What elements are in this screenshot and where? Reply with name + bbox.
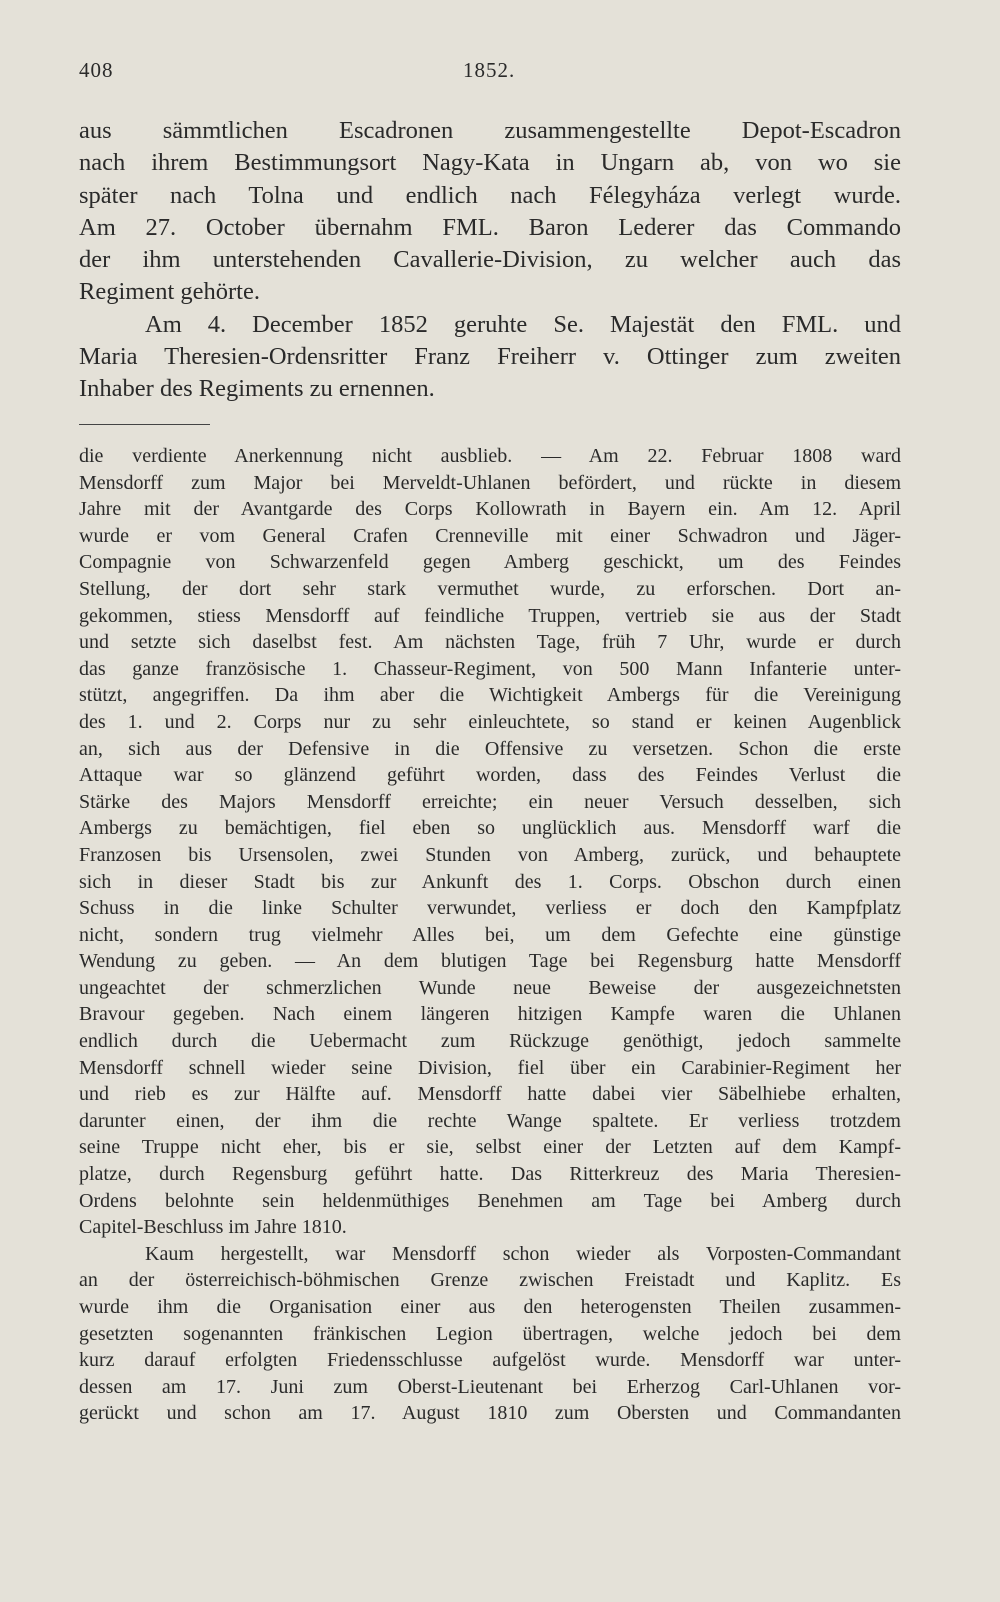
text-line: Regiment gehörte.	[79, 278, 260, 306]
text-line: Wendung zu geben. — An dem blutigen Tage bei Regensburg hatte Mensdorff	[79, 950, 901, 973]
text-line: Stellung, der dort sehr stark vermuthet wurde, zu erforschen. Dort an-	[79, 577, 901, 600]
footnote-paragraph	[79, 443, 901, 1241]
text-line: kurz darauf erfolgten Friedensschlusse aufgelöst wurde. Mensdorff war unter-	[79, 1349, 901, 1372]
text-line: an, sich aus der Defensive in die Offensive zu versetzen. Schon die erste	[79, 737, 901, 760]
footnote-separator	[79, 424, 210, 425]
text-line: Jahre mit der Avantgarde des Corps Kollowrath in Bayern ein. Am 12. April	[79, 498, 901, 521]
text-line: das ganze französische 1. Chasseur-Regiment, von 500 Mann Infanterie unter-	[79, 657, 901, 680]
text-line: nicht, sondern trug vielmehr Alles bei, um dem Gefechte eine günstige	[79, 923, 901, 946]
text-line: sich in dieser Stadt bis zur Ankunft des 1. Corps. Obschon durch einen	[79, 870, 901, 893]
text-line: Am 4. December 1852 geruhte Se. Majestät den FML. und	[145, 310, 901, 338]
text-line: des 1. und 2. Corps nur zu sehr einleuchtete, so stand er keinen Augenblick	[79, 710, 901, 733]
text-line: und rieb es zur Hälfte auf. Mensdorff hatte dabei vier Säbelhiebe erhalten,	[79, 1083, 901, 1106]
text-line: aus sämmtlichen Escadronen zusammengestellte Depot-Escadron	[79, 117, 901, 144]
page-number: 408	[79, 58, 114, 82]
main-text-paragraph	[79, 309, 901, 406]
text-line: dessen am 17. Juni zum Oberst-Lieutenant bei Erherzog Carl-Uhlanen vor-	[79, 1375, 901, 1398]
text-line: Inhaber des Regiments zu ernennen.	[79, 375, 435, 403]
text-line: platze, durch Regensburg geführt hatte. Das Ritterkreuz des Maria Theresien-	[79, 1163, 901, 1186]
text-line: nach ihrem Bestimmungsort Nagy-Kata in Ungarn ab, von wo sie	[79, 149, 901, 177]
text-line: und setzte sich daselbst fest. Am nächsten Tage, früh 7 Uhr, wurde er durch	[79, 631, 901, 654]
text-line: stützt, angegriffen. Da ihm aber die Wichtigkeit Ambergs für die Vereinigung	[79, 684, 901, 707]
page-header	[79, 58, 903, 88]
text-line: Am 27. October übernahm FML. Baron Lederer das Commando	[79, 213, 901, 241]
text-line: Mensdorff zum Major bei Merveldt-Uhlanen befördert, und rückte in diesem	[79, 471, 901, 494]
text-line: darunter einen, der ihm die rechte Wange spaltete. Er verliess trotzdem	[79, 1109, 901, 1132]
text-line: später nach Tolna und endlich nach Félegyháza verlegt wurde.	[79, 181, 901, 209]
text-line: Capitel-Beschluss im Jahre 1810.	[79, 1216, 347, 1239]
text-line: an der österreichisch-böhmischen Grenze zwischen Freistadt und Kaplitz. Es	[79, 1269, 901, 1292]
text-line: Bravour gegeben. Nach einem längeren hitzigen Kampfe waren die Uhlanen	[79, 1003, 901, 1026]
text-line: Mensdorff schnell wieder seine Division, fiel über ein Carabinier-Regiment her	[79, 1056, 901, 1079]
text-line: gerückt und schon am 17. August 1810 zum Obersten und Commandanten	[79, 1402, 901, 1425]
text-line: Stärke des Majors Mensdorff erreichte; ein neuer Versuch desselben, sich	[79, 790, 901, 813]
text-line: ungeachtet der schmerzlichen Wunde neue Beweise der ausgezeichnetsten	[79, 976, 901, 999]
text-line: der ihm unterstehenden Cavallerie-Division, zu welcher auch das	[79, 246, 901, 274]
running-head: 1852.	[463, 58, 516, 82]
text-line: Ordens belohnte sein heldenmüthiges Benehmen am Tage bei Amberg durch	[79, 1189, 901, 1212]
text-line: wurde ihm die Organisation einer aus den heterogensten Theilen zusammen-	[79, 1296, 901, 1318]
text-line: Attaque war so glänzend geführt worden, dass des Feindes Verlust die	[79, 764, 901, 787]
footnote-paragraph	[79, 1241, 901, 1427]
text-line: Compagnie von Schwarzenfeld gegen Amberg geschickt, um des Feindes	[79, 551, 901, 574]
main-text-paragraph	[79, 115, 901, 309]
text-line: die verdiente Anerkennung nicht ausblieb. — Am 22. Februar 1808 ward	[79, 445, 901, 467]
text-line: gekommen, stiess Mensdorff auf feindliche Truppen, vertrieb sie aus der Stadt	[79, 604, 901, 627]
text-line: gesetzten sogenannten fränkischen Legion übertragen, welche jedoch bei dem	[79, 1322, 901, 1345]
text-line: endlich durch die Uebermacht zum Rückzuge genöthigt, jedoch sammelte	[79, 1030, 901, 1053]
text-line: Schuss in die linke Schulter verwundet, verliess er doch den Kampfplatz	[79, 897, 901, 920]
text-line: wurde er vom General Crafen Crenneville mit einer Schwadron und Jäger-	[79, 524, 901, 547]
text-line: Kaum hergestellt, war Mensdorff schon wieder als Vorposten-Commandant	[145, 1242, 901, 1265]
text-line: Franzosen bis Ursensolen, zwei Stunden von Amberg, zurück, und behauptete	[79, 843, 901, 866]
main-text	[79, 115, 901, 406]
text-line: Ambergs zu bemächtigen, fiel eben so unglücklich aus. Mensdorff warf die	[79, 817, 901, 840]
text-line: seine Truppe nicht eher, bis er sie, selbst einer der Letzten auf dem Kampf-	[79, 1136, 901, 1159]
footnote	[79, 443, 901, 1427]
text-line: Maria Theresien-Ordensritter Franz Freiherr v. Ottinger zum zweiten	[79, 343, 901, 371]
